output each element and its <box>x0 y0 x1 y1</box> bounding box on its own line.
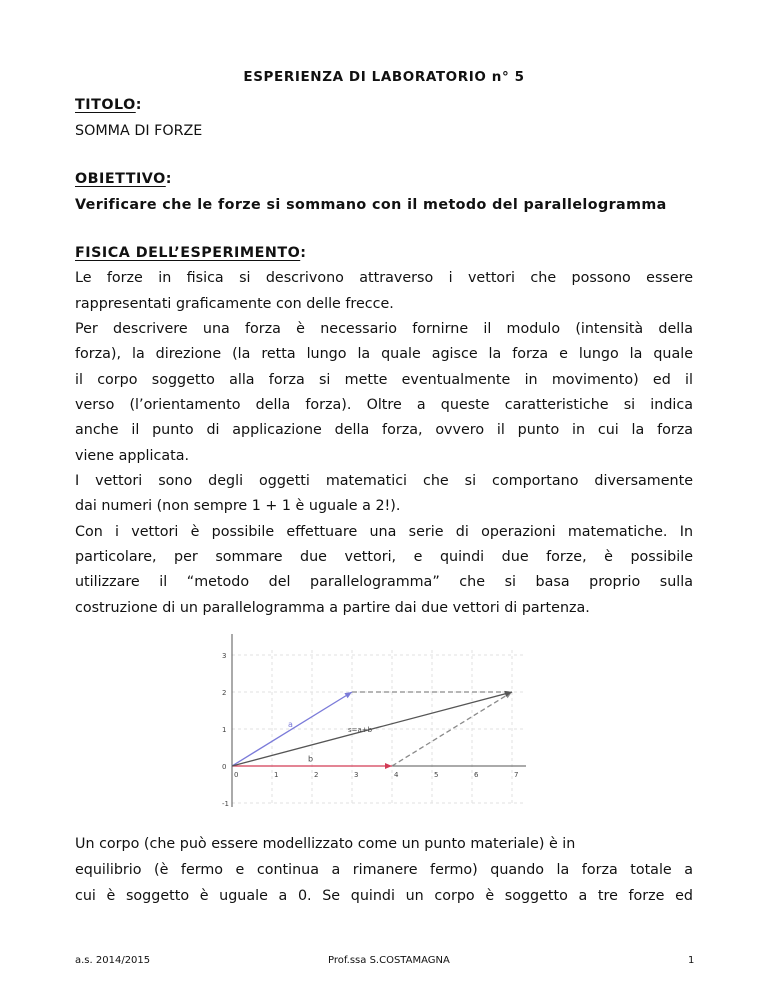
y-tick-label: 2 <box>222 689 227 697</box>
paragraph-line: verso (l’orientamento della forza). Oltre a queste caratteristiche si indica <box>75 397 693 413</box>
paragraph-line: il corpo soggetto alla forza si mette eventualmente in movimento) ed il <box>75 372 693 388</box>
obiettivo-label: OBIETTIVO <box>75 171 166 187</box>
bottom-line: Un corpo (che può essere modellizzato come un punto materiale) è in <box>75 836 576 852</box>
paragraph-line: utilizzare il “metodo del parallelogramma” che si basa proprio sulla <box>75 574 693 590</box>
paragraph-line: anche il punto di applicazione della forza, ovvero il punto in cui la forza <box>75 422 693 438</box>
bottom-line: cui è soggetto è uguale a 0. Se quindi un corpo è soggetto a tre forze ed <box>75 888 693 904</box>
vector-sum-figure <box>214 632 526 807</box>
titolo-heading <box>75 95 693 115</box>
x-tick-label: 3 <box>354 771 359 779</box>
vector-a-label: a <box>288 720 293 730</box>
x-tick-label: 7 <box>514 771 519 779</box>
paragraph-line: Per descrivere una forza è necessario fornirne il modulo (intensità della <box>75 321 693 337</box>
paragraph-line: Le forze in fisica si descrivono attraverso i vettori che possono essere <box>75 270 693 286</box>
paragraph-line: Con i vettori è possibile effettuare una serie di operazioni matematiche. In <box>75 524 693 540</box>
footer-author: Prof.ssa S.COSTAMAGNA <box>328 955 450 966</box>
titolo-colon: : <box>135 97 142 113</box>
x-tick-label: 2 <box>314 771 319 779</box>
paragraph-line: I vettori sono degli oggetti matematici che si comportano diversamente <box>75 473 693 489</box>
fisica-label: FISICA DELL’ESPERIMENTO <box>75 245 301 261</box>
paragraph-line: particolare, per sommare due vettori, e quindi due forze, è possibile <box>75 549 693 565</box>
titolo-value: SOMMA DI FORZE <box>75 123 203 139</box>
fisica-heading <box>75 243 693 263</box>
titolo-label: TITOLO <box>75 97 136 113</box>
fisica-colon: : <box>300 245 307 261</box>
document-title: ESPERIENZA DI LABORATORIO n° 5 <box>243 69 525 85</box>
obiettivo-heading <box>75 169 693 189</box>
y-tick-label: -1 <box>222 800 229 807</box>
vector-s-label: s=a+b <box>348 725 373 734</box>
vector-b-label: b <box>308 754 314 764</box>
footer-year: a.s. 2014/2015 <box>75 955 151 966</box>
x-tick-label: 5 <box>434 771 439 779</box>
paragraph-line: forza), la direzione (la retta lungo la quale agisce la forza e lungo la quale <box>75 346 693 362</box>
paragraph-line: costruzione di un parallelogramma a partire dai due vettori di partenza. <box>75 600 590 616</box>
paragraph-line: rappresentati graficamente con delle frecce. <box>75 296 394 312</box>
x-tick-label: 0 <box>234 771 239 779</box>
parallelogram-side-right-line <box>392 692 512 766</box>
paragraph-line: viene applicata. <box>75 448 190 464</box>
paragraph-line: dai numeri (non sempre 1 + 1 è uguale a 2!). <box>75 498 401 514</box>
footer-page-number: 1 <box>688 955 695 966</box>
bottom-line: equilibrio (è fermo e continua a rimanere fermo) quando la forza totale a <box>75 862 693 878</box>
x-tick-label: 4 <box>394 771 399 779</box>
x-tick-label: 1 <box>274 771 279 779</box>
obiettivo-value: Verificare che le forze si sommano con il metodo del parallelogramma <box>75 197 667 213</box>
vector-b-arrowhead <box>385 763 392 769</box>
x-tick-label: 6 <box>474 771 479 779</box>
vector-a-arrowhead <box>344 692 352 698</box>
origin-label: 0 <box>222 763 227 771</box>
obiettivo-colon: : <box>165 171 172 187</box>
y-tick-label: 3 <box>222 652 227 660</box>
y-tick-label: 1 <box>222 726 227 734</box>
